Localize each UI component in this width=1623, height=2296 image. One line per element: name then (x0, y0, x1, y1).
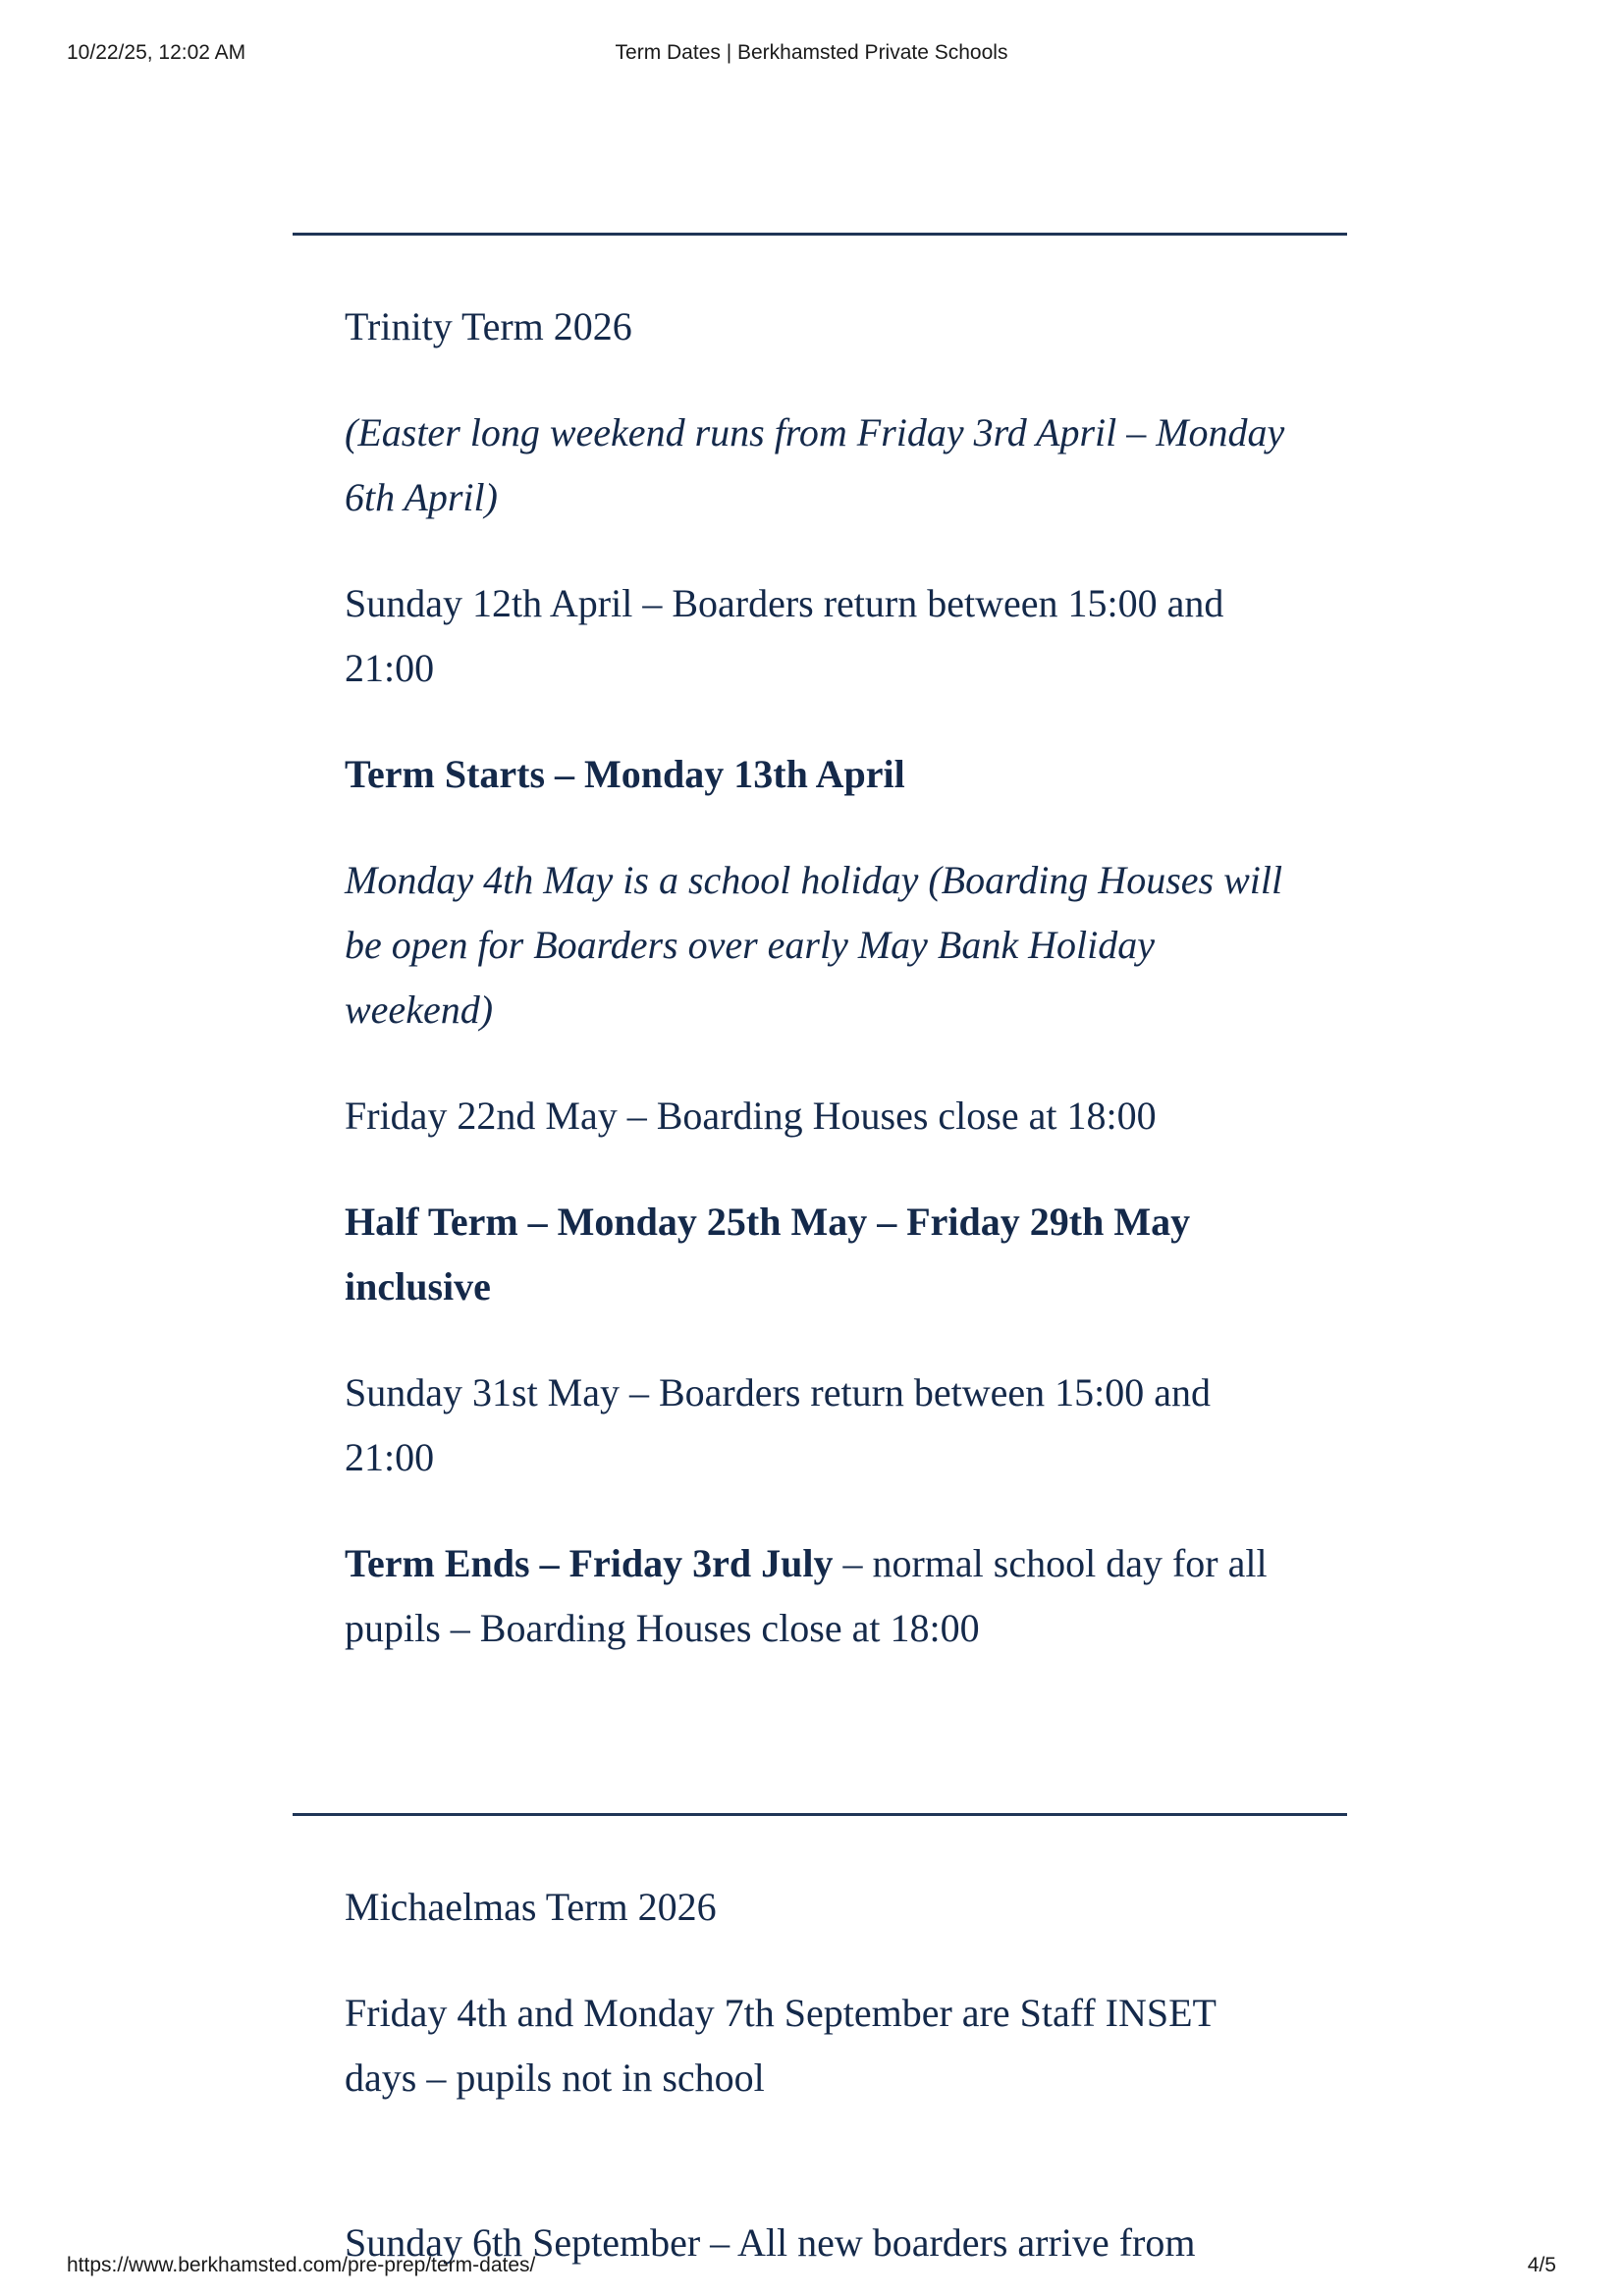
print-header (0, 41, 1623, 71)
term-starts: Term Starts – Monday 13th April (345, 752, 905, 796)
term-ends (345, 1531, 1287, 1661)
michaelmas-term-heading: Michaelmas Term 2026 (345, 1885, 717, 1929)
print-page-number: 4/5 (1527, 2254, 1556, 2276)
term-ends-details: – normal school day for all pupils – Boarding Houses close at 18:00 (345, 1541, 1268, 1650)
print-datetime: 10/22/25, 12:02 AM (67, 41, 246, 64)
trinity-term-heading: Trinity Term 2026 (345, 304, 632, 348)
may-holiday-note: Monday 4th May is a school holiday (Boarding Houses will be open for Boarders over early May Bank Holiday weekend) (345, 858, 1283, 1032)
term-ends-date: Term Ends – Friday 3rd July (345, 1541, 834, 1585)
inset-days: Friday 4th and Monday 7th September are Staff INSET days – pupils not in school (345, 1991, 1217, 2100)
boarders-return-may: Sunday 31st May – Boarders return between 15:00 and 21:00 (345, 1370, 1212, 1479)
half-term: Half Term – Monday 25th May – Friday 29th May inclusive (345, 1200, 1191, 1308)
boarders-return-april: Sunday 12th April – Boarders return between 15:00 and 21:00 (345, 581, 1224, 690)
trinity-term-section (345, 294, 1287, 1661)
easter-note: (Easter long weekend runs from Friday 3rd April – Monday 6th April) (345, 410, 1285, 519)
new-boarders-arrival: Sunday 6th September – All new boarders arrive from (345, 2220, 1196, 2265)
section-divider-michaelmas (293, 1813, 1347, 1816)
section-divider-trinity (293, 233, 1347, 236)
print-page-title: Term Dates | Berkhamsted Private Schools (615, 41, 1008, 64)
michaelmas-term-section (345, 1875, 1287, 2275)
print-url: https://www.berkhamsted.com/pre-prep/term-dates/ (67, 2254, 536, 2276)
print-footer (0, 2254, 1623, 2283)
boarding-close-may: Friday 22nd May – Boarding Houses close at 18:00 (345, 1094, 1157, 1138)
